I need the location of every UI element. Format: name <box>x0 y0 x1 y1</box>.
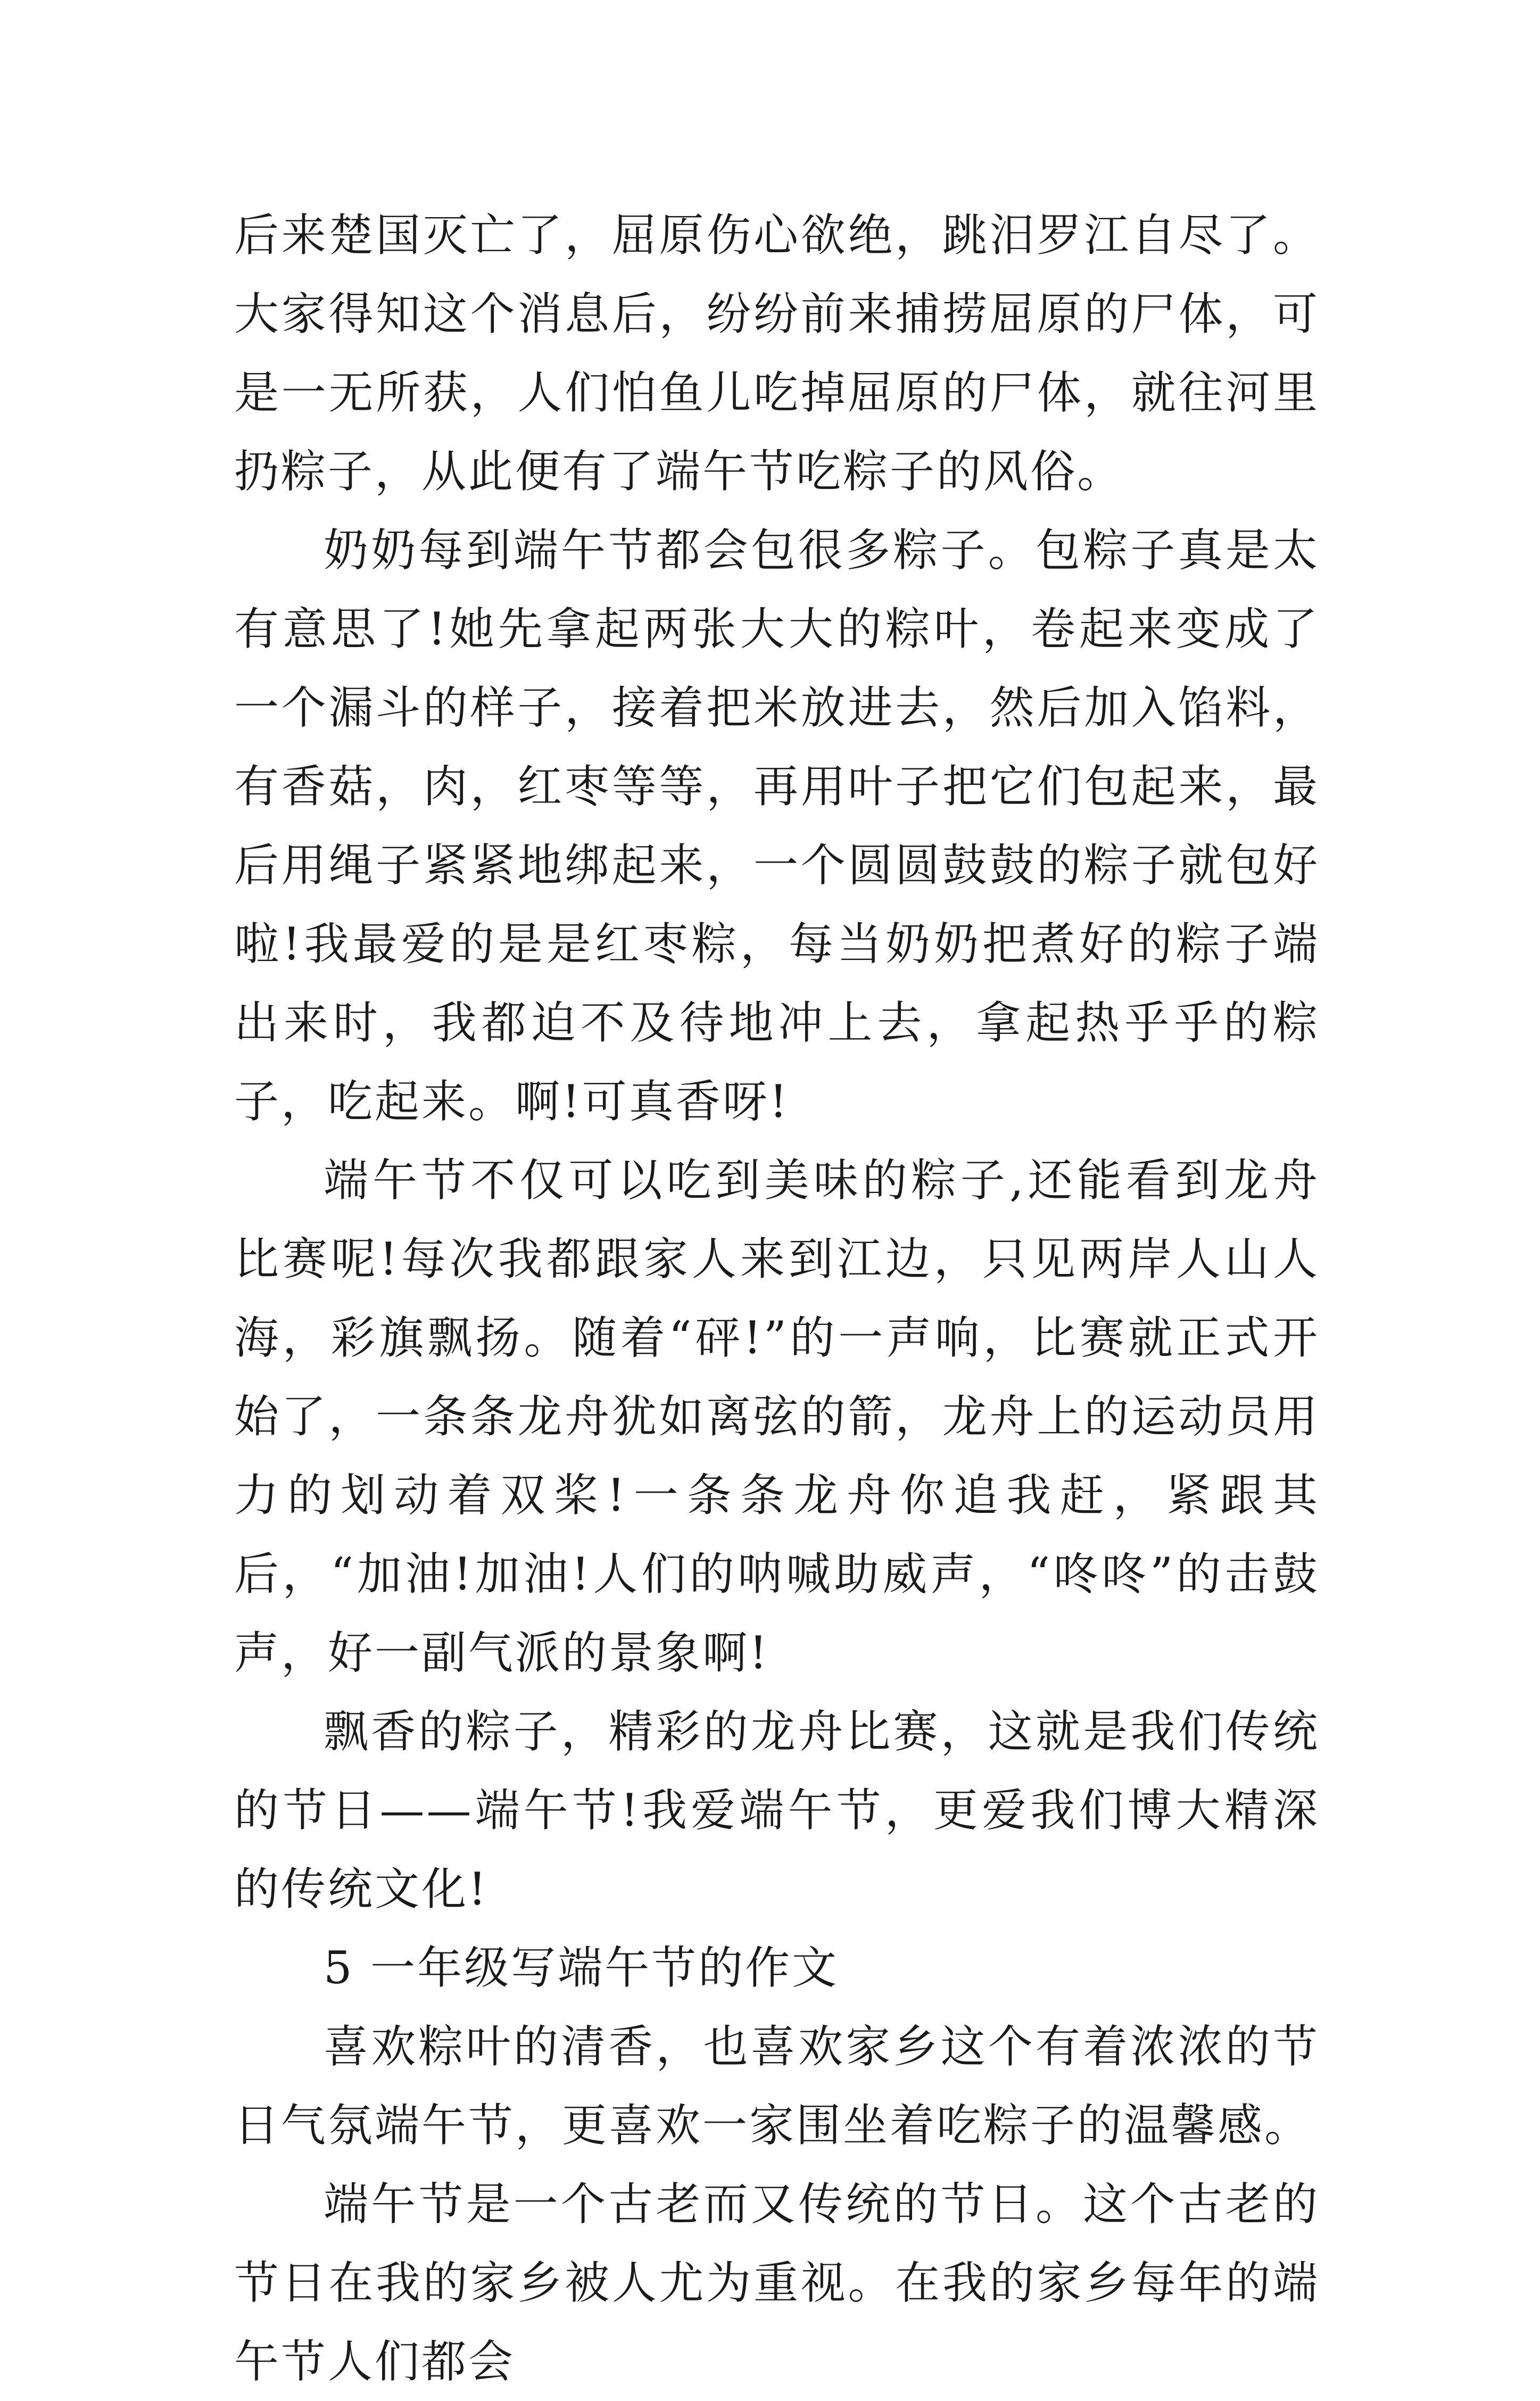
paragraph-conclusion: 飘香的粽子，精彩的龙舟比赛，这就是我们传统的节日——端午节!我爱端午节，更爱我们博大精深的传统文化! <box>234 1705 1320 1915</box>
document-body <box>234 196 1320 2401</box>
paragraph-continuation: 后来楚国灭亡了，屈原伤心欲绝，跳汨罗江自尽了。大家得知这个消息后，纷纷前来捕捞屈原的尸体，可是一无所获，人们怕鱼儿吃掉屈原的尸体，就往河里扔粽子，从此便有了端午节吃粽子的风俗。 <box>234 209 1320 498</box>
paragraph-zongzi-making: 奶奶每到端午节都会包很多粽子。包粽子真是太有意思了!她先拿起两张大大的粽叶，卷起来变成了一个漏斗的样子，接着把米放进去，然后加入馅料，有香菇，肉，红枣等等，再用叶子把它们包起来，最后用绳子紧紧地绑起来，一个圆圆鼓鼓的粽子就包好啦!我最爱的是是红枣粽，每当奶奶把煮好的粽子端出来时，我都迫不及待地冲上去，拿起热乎乎的粽子，吃起来。啊!可真香呀! <box>234 524 1320 1128</box>
paragraph-section-intro: 喜欢粽叶的清香，也喜欢家乡这个有着浓浓的节日气氛端午节，更喜欢一家围坐着吃粽子的温馨感。 <box>234 2021 1320 2151</box>
section-title: 5 一年级写端午节的作文 <box>324 1942 839 1994</box>
paragraph-dragon-boat: 端午节不仅可以吃到美味的粽子,还能看到龙舟比赛呢!每次我都跟家人来到江边，只见两岸人山人海，彩旗飘扬。随着“砰!”的一声响，比赛就正式开始了，一条条龙舟犹如离弦的箭，龙舟上的运动员用力的划动着双桨!一条条龙舟你追我赶，紧跟其后，“加油!加油!人们的呐喊助威声，“咚咚”的击鼓声，好一副气派的景象啊! <box>234 1154 1320 1679</box>
paragraph-section-body: 端午节是一个古老而又传统的节日。这个古老的节日在我的家乡被人尤为重视。在我的家乡每年的端午节人们都会 <box>234 2178 1320 2388</box>
